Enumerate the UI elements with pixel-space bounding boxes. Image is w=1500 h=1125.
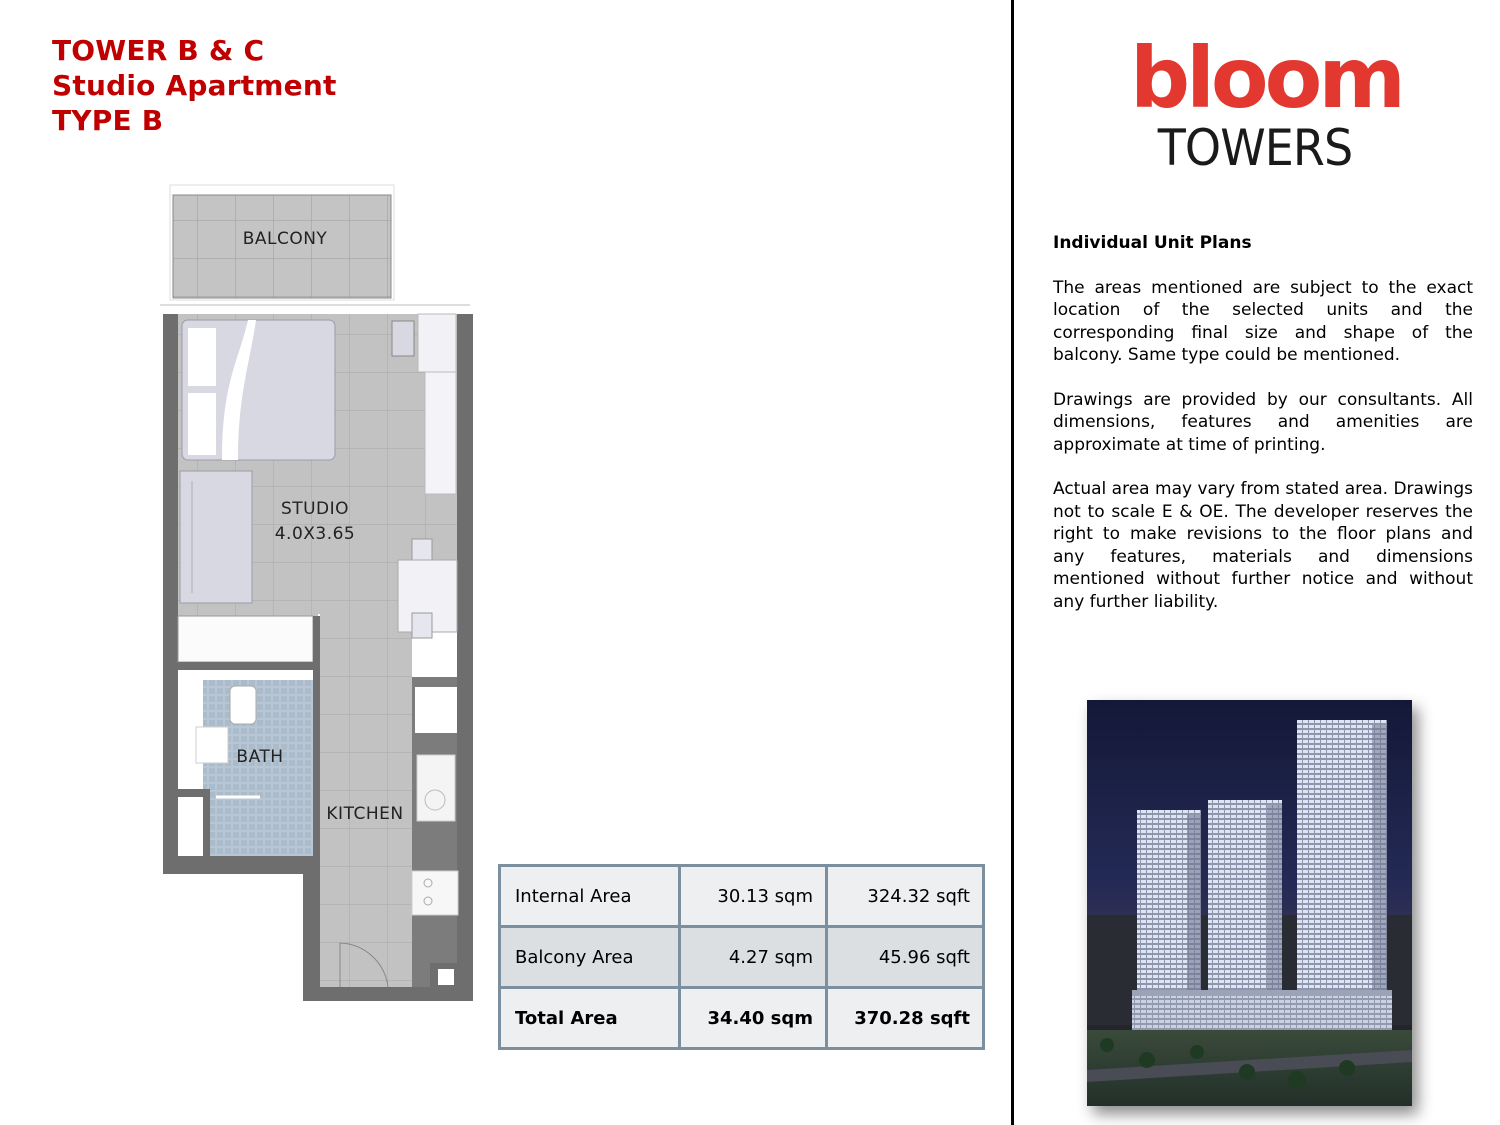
row-label: Balcony Area <box>500 927 680 988</box>
row-sqft: 45.96 sqft <box>827 927 984 988</box>
table-row-total-area <box>500 988 984 1049</box>
info-paragraph-areas: The areas mentioned are subject to the exact location of the selected units and the corresponding final size and shape of the balcony. Same type could be mentioned. <box>1053 277 1473 365</box>
table-row-balcony-area <box>500 927 984 988</box>
logo-primary-text: bloom <box>1130 29 1402 127</box>
title-type-code: TYPE B <box>52 104 164 137</box>
room-label-kitchen: KITCHEN <box>326 804 404 824</box>
room-label-balcony: BALCONY <box>242 229 328 249</box>
room-label-studio: STUDIO <box>280 499 350 519</box>
towers-night-render <box>1087 700 1412 1106</box>
info-paragraph-disclaimer: Actual area may vary from stated area. Drawings not to scale E & OE. The developer reserves the right to make revisions to the floor plans and any features, materials and dimensions mentioned without further notice and without any further liability. <box>1053 479 1473 612</box>
row-sqm: 30.13 sqm <box>680 866 827 927</box>
floor-plan-drawing <box>160 183 480 1005</box>
room-label-bath: BATH <box>236 747 284 767</box>
info-paragraph-drawings: Drawings are provided by our consultants. All dimensions, features and amenities are approximate at time of printing. <box>1053 389 1473 455</box>
title-tower: TOWER B & C <box>52 34 265 67</box>
row-label: Total Area <box>500 988 680 1049</box>
room-label-studio-dims: 4.0X3.65 <box>274 524 356 544</box>
towers-rendering-image <box>1087 700 1412 1106</box>
row-label: Internal Area <box>500 866 680 927</box>
title-unit-type: Studio Apartment <box>52 69 337 102</box>
row-sqft: 324.32 sqft <box>827 866 984 927</box>
row-sqm: 34.40 sqm <box>680 988 827 1049</box>
info-heading: Individual Unit Plans <box>1053 233 1252 253</box>
row-sqm: 4.27 sqm <box>680 927 827 988</box>
table-row-internal-area <box>500 866 984 927</box>
page-divider <box>1011 0 1014 1125</box>
page-title <box>52 33 337 138</box>
bloom-towers-logo <box>1130 29 1402 177</box>
floor-plan <box>160 183 480 1005</box>
unit-plans-info <box>1053 232 1473 635</box>
logo-secondary-text: TOWERS <box>1157 119 1353 177</box>
area-table <box>498 864 985 1050</box>
row-sqft: 370.28 sqft <box>827 988 984 1049</box>
